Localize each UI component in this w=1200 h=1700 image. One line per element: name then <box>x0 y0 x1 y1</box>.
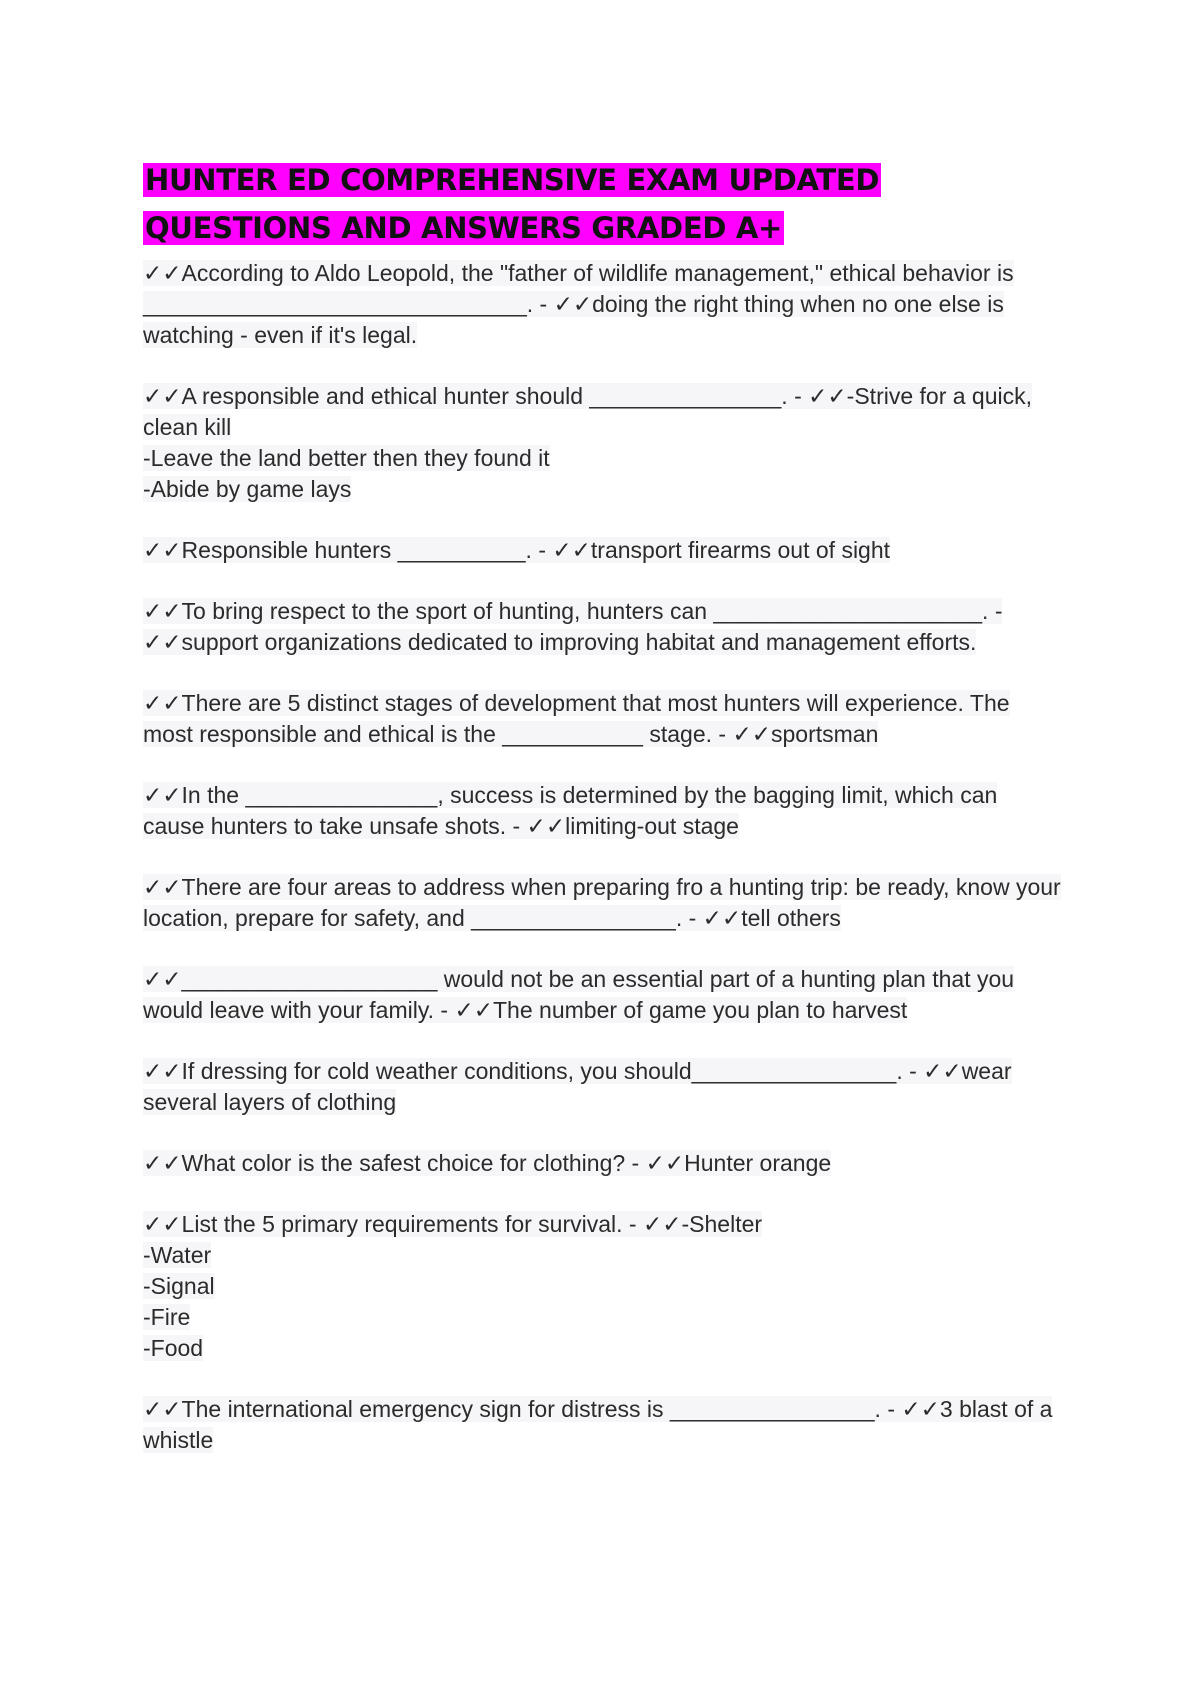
qa-list <box>143 258 1063 1456</box>
qa-text: ✓✓List the 5 primary requirements for survival. - ✓✓-Shelter -Water -Signal -Fire -Food <box>143 1211 763 1361</box>
qa-item <box>143 964 1063 1026</box>
qa-text: ✓✓A responsible and ethical hunter should _______________. - ✓✓-Strive for a quick, clean kill -Leave the land better then they found it -Abide by game lays <box>143 383 1033 502</box>
document-title <box>143 156 1063 252</box>
qa-text: ✓✓The international emergency sign for distress is ________________. - ✓✓3 blast of a whistle <box>143 1396 1053 1453</box>
qa-item <box>143 381 1063 505</box>
qa-item <box>143 1394 1063 1456</box>
qa-text: ✓✓Responsible hunters __________. - ✓✓transport firearms out of sight <box>143 537 891 563</box>
qa-item <box>143 535 1063 566</box>
qa-item <box>143 596 1063 658</box>
qa-item <box>143 1056 1063 1118</box>
qa-text: ✓✓According to Aldo Leopold, the "father of wildlife management," ethical behavior is ______________________________. - ✓✓doing the right thing when no one else is watching - even if it's legal. <box>143 260 1014 348</box>
qa-item <box>143 258 1063 351</box>
qa-text: ✓✓____________________ would not be an essential part of a hunting plan that you would leave with your family. - ✓✓The number of game you plan to harvest <box>143 966 1015 1023</box>
qa-item <box>143 1209 1063 1364</box>
qa-text: ✓✓To bring respect to the sport of hunting, hunters can _____________________. - ✓✓support organizations dedicated to improving habitat and management efforts. <box>143 598 1003 655</box>
qa-item <box>143 780 1063 842</box>
qa-item <box>143 872 1063 934</box>
qa-text: ✓✓In the _______________, success is determined by the bagging limit, which can cause hunters to take unsafe shots. - ✓✓limiting-out stage <box>143 782 998 839</box>
qa-text: ✓✓There are 5 distinct stages of development that most hunters will experience. The most responsible and ethical is the ___________ stage. - ✓✓sportsman <box>143 690 1010 747</box>
qa-text: ✓✓There are four areas to address when preparing fro a hunting trip: be ready, know your location, prepare for safety, and ________________. - ✓✓tell others <box>143 874 1061 931</box>
qa-text: ✓✓What color is the safest choice for clothing? - ✓✓Hunter orange <box>143 1150 832 1176</box>
qa-item <box>143 688 1063 750</box>
qa-item <box>143 1148 1063 1179</box>
qa-text: ✓✓If dressing for cold weather conditions, you should________________. - ✓✓wear several layers of clothing <box>143 1058 1012 1115</box>
title-highlight: HUNTER ED COMPREHENSIVE EXAM UPDATED QUESTIONS AND ANSWERS GRADED A+ <box>145 163 880 245</box>
document-page <box>143 156 1063 1486</box>
